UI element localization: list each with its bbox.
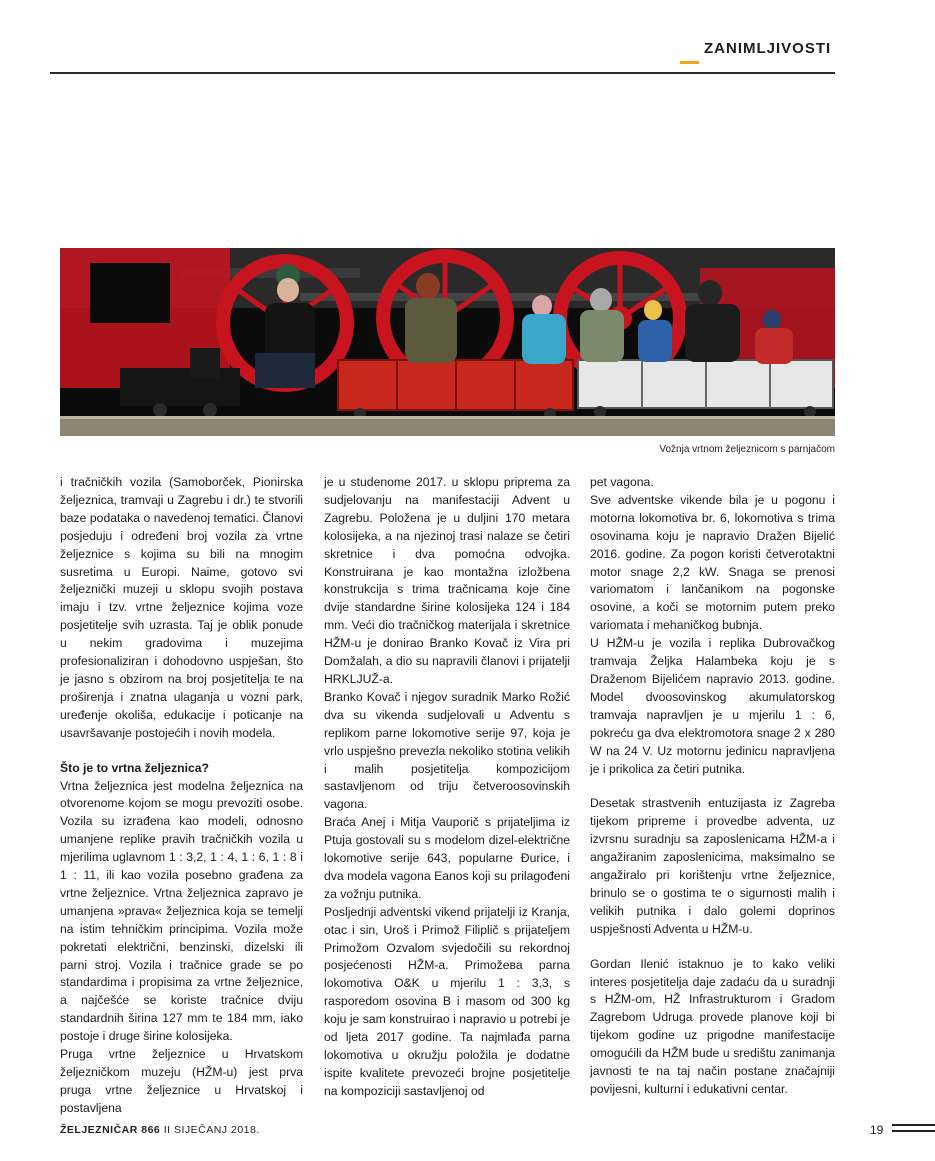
photo-caption: Vožnja vrtnom željeznicom s parnjačom bbox=[659, 444, 835, 455]
paragraph: Desetak strastvenih entuzijasta iz Zagreba tijekom pripreme i provedbe adventa, uz izvrsnu suradnju sa zaposlenicama HŽM-a i angažiranim zaposlenicima, maksimalno se angažiralo pri korištenju vrtne željeznice, brinulo se o gostima te o sigurnosti malih i velikih putnika i dalo golemi doprinos uspješnosti Adventa u HŽM-u. bbox=[590, 796, 835, 936]
paragraph: U HŽM-u je vozila i replika Dubrovačkog tramvaja Željka Halambeka koju je s Draženom Bijelićem napravio 2013. godine. Model dvoosovinskog akumulatorskog tramvaja napravljen je u mjerilu 1 : 6, pokreću ga dva elektromotora snage 2 x 280 W na 24 V. Uz motornu jedinicu napravljena je i prikolica za četiri putnika. bbox=[590, 636, 835, 776]
header-rule bbox=[50, 72, 835, 74]
paragraph: Sve adventske vikende bila je u pogonu i motorna lokomotiva br. 6, lokomotiva s trima osovinama koju je napravio Dražen Bijelić 2016. godine. Za pogon koristi četverotaktni motor snage 2,2 kW. Snaga se prenosi variomatom i lančanikom na pogonske osovine, a koči se motornim putem preko variomata i mehaničkog bubnja. bbox=[590, 492, 835, 633]
paragraph: Pruga vrtne željeznice u Hrvatskom željezničkom muzeju (HŽM-u) jest prva pruga vrtne željeznice u Hrvatskoj i postavljena bbox=[60, 1047, 303, 1115]
article-column-3 bbox=[590, 474, 835, 1099]
paragraph: Gordan Ilenić istaknuo je to kako veliki interes posjetitelja daje zadaću da u suradnji s HŽM-om, HŽ Infrastrukturom i Gradom Zagrebom Udruga provede planove koji bi tijekom godine uz prigodne manifestacije omogućili da HŽM bude u središtu zanimanja javnosti te na taj način postane značajniji povijesni, kulturni i edukativni centar. bbox=[590, 956, 835, 1096]
paragraph: pet vagona. bbox=[590, 475, 654, 489]
issue-date: SIJEČANJ 2018. bbox=[173, 1124, 260, 1136]
footer-rule bbox=[892, 1130, 935, 1132]
paragraph: i tračničkih vozila (Samoborček, Pionirska željeznica, tramvaji u Zagrebu i dr.) te stvorili baze podataka o navedenoj tematici. Članovi posjeduju i određeni broj vozila za vrtne željeznice s kojima su bili na mnogim susretima u Europi. Naime, gotovo svi željeznički muzeji u sklopu svojih postava imaju i tzv. vrtne željeznice kojima voze posjetitelje svih uzrasta. Taj je oblik ponude u nekim gradovima i muzejima profesionaliziran i dohodovno uspješan, što je jasno s obzirom na broj posjetitelja te na proširenja i znatna ulaganja u vozni park, uređenje okoliša, edukacije i poticanje na usavršavanje postojećih i novih modela. bbox=[60, 475, 303, 740]
magazine-name: ŽELJEZNIČAR 866 bbox=[60, 1124, 161, 1136]
footer-info bbox=[60, 1124, 260, 1136]
page-number: 19 bbox=[870, 1123, 884, 1137]
paragraph: Braća Anej i Mitja Vauporič s prijateljima iz Ptuja gostovali su s modelom dizel-električne lokomotive serije 643, popularne Đurice, i dva modela vagona Eanos koji su prilagođeni za vožnju putnika. bbox=[324, 815, 570, 901]
subheading: Što je to vrtna željeznica? bbox=[60, 760, 209, 775]
train-photo bbox=[60, 248, 835, 436]
paragraph: Vrtna željeznica jest modelna željeznica na otvorenome kojom se mogu prevoziti osobe. Vozila su izrađena kao modeli, odnosno umanjene replike pravih tračničkih vozila u mjerilima uglavnom 1 : 3,2, 1 : 4, 1 : 6, 1 : 8 i 1 : 11, ili kao vozila posebno građena za vrtne željeznice. Vrtna željeznica zapravo je umanjena »prava« željeznica koja se temelji na istim tehničkim principima. Vozila može pokretati električni, benzinski, dizelski ili parni stroj. Vozila i tračnice grade se po standardima i propisima za vrtne željeznice, a najčešće se koriste tračnice dviju standardnih širina 127 mm te 184 mm, iako postoje i druge širine kolosijeka. bbox=[60, 778, 303, 1044]
article-column-2 bbox=[324, 474, 570, 1101]
paragraph: je u studenome 2017. u sklopu priprema za sudjelovanju na manifestaciji Advent u Zagrebu. Položena je u duljini 170 metara kolosijeka, a na njezinoj trasi nalaze se četiri skretnice i dva pomoćna odvojka. Konstruirana je kao montažna izložbena konstrukcija s trima tračnicama koje čine dvije standardne širine kolosijeka 124 i 184 mm. Veći dio tračničkog materijala i skretnice HŽM-u je donirao Branko Kovač iz Vira pri Domžalah, a dio su napravili članovi i prijatelji HRKLJUŽ-a. bbox=[324, 475, 570, 686]
footer-rule bbox=[892, 1124, 935, 1126]
section-accent-bar bbox=[680, 61, 699, 64]
paragraph: Posljednji adventski vikend prijatelji iz Kranja, otac i sin, Uroš i Primož Filiplič s prijateljem Primožom Ozvalom svjedočili su rekordnoj posjećenosti HŽM-a. Primožева parna lokomotiva O&K u mjerilu 1 : 3,3, s rasporedom osovina B i masom od 300 kg koju je sam konstruirao i napravio u potrebi je od ljeta 2017 godine. Ta najmlađa parna lokomotiva u okružju položila je dodatne ispite kvalitete prevozeći brojne posjetitelje na kompoziciji sastavljenoj od bbox=[324, 904, 570, 1098]
paragraph: Branko Kovač i njegov suradnik Marko Rožić dva su vikenda sudjelovali u Adventu s replikom parne lokomotive serije 97, koja je vrlo uspješno prevezla nekoliko stotina velikih i malih posjetitelja kompozicijom sastavljenom od triju četveroosovinskih vagona. bbox=[324, 689, 570, 812]
section-title: ZANIMLJIVOSTI bbox=[704, 40, 832, 57]
footer-separator: II bbox=[163, 1124, 171, 1136]
article-column-1 bbox=[60, 474, 303, 1118]
